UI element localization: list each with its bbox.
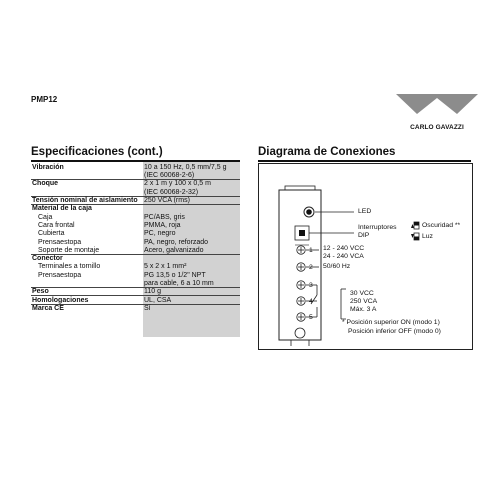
note-lower-position: Posición inferior OFF (modo 0) [348, 328, 441, 335]
spec-value: 110 g [144, 288, 161, 296]
dip-switch-label-1: Interruptores [358, 224, 397, 231]
spec-label: Prensaestopa [38, 238, 82, 246]
spec-label: Marca CE [32, 304, 64, 312]
spec-label: Choque [32, 180, 59, 188]
spec-label: Prensaestopa [38, 271, 82, 279]
relay-max-current: Máx. 3 A [350, 306, 377, 313]
light-mode-label: Luz [422, 233, 433, 240]
spec-label: Peso [32, 288, 49, 296]
dip-switch-label-2: DIP [358, 232, 370, 239]
spec-value: (IEC 60068-2-6) [144, 172, 195, 180]
spec-label: Tensión nominal de aislamiento [32, 197, 138, 204]
spec-label: Vibración [32, 163, 64, 171]
spec-value: PC, negro [144, 230, 176, 238]
note-upper-position: * Posición superior ON (modo 1) [342, 319, 440, 326]
spec-value: Acero, galvanizado [144, 246, 204, 254]
spec-value: Sí [144, 304, 151, 312]
spec-label: Material de la caja [32, 205, 92, 213]
brand-name: CARLO GAVAZZI [410, 124, 464, 131]
spec-label: Cubierta [38, 230, 65, 238]
specs-title: Especificaciones (cont.) [31, 146, 163, 158]
led-label: LED [358, 208, 372, 215]
spec-value: (IEC 60068-2-32) [144, 188, 199, 196]
supply-frequency: 50/60 Hz [323, 263, 351, 270]
terminal-5-label: 5 [309, 314, 313, 321]
spec-value: PA, negro, reforzado [144, 238, 209, 246]
diagram-title: Diagrama de Conexiones [258, 146, 396, 158]
spec-value: PG 13,5 o 1/2" NPT [144, 271, 206, 279]
spec-label: Caja [38, 213, 53, 221]
connection-diagram [258, 163, 473, 350]
spec-value: PC/ABS, gris [144, 213, 185, 221]
spec-label: Soporte de montaje [38, 246, 100, 254]
spec-label: Homologaciones [32, 296, 89, 304]
model-label: PMP12 [31, 95, 58, 104]
spec-value: UL, CSA [144, 296, 172, 304]
supply-voltage-dc: 12 - 240 VCC [323, 245, 365, 252]
spec-value: 250 VCA (rms) [144, 197, 190, 204]
terminal-3-label: 3 [309, 282, 313, 289]
terminal-2-label: 2 [309, 264, 313, 271]
relay-rating-dc: 30 VCC [350, 290, 374, 297]
spec-value: 5 x 2 x 1 mm² [144, 263, 187, 271]
dark-mode-label: Oscuridad ** [422, 222, 461, 229]
terminal-4-label: 4 [309, 298, 313, 305]
spec-value: 10 a 150 Hz, 0,5 mm/7,5 g [144, 163, 227, 171]
spec-label: Terminales a tornillo [38, 263, 101, 271]
spec-value: 2 x 1 m y 100 x 0,5 m [144, 180, 211, 188]
spec-value: PMMA, roja [144, 221, 181, 229]
relay-rating-ac: 250 VCA [350, 298, 378, 305]
spec-label: Conector [32, 255, 63, 263]
terminal-1-label: 1 [309, 247, 313, 254]
diagram-top-rule [258, 160, 471, 162]
spec-label: Cara frontal [38, 221, 75, 229]
supply-voltage-ac: 24 - 240 VCA [323, 253, 364, 260]
spec-value: para cable, 6 a 10 mm [144, 280, 214, 287]
